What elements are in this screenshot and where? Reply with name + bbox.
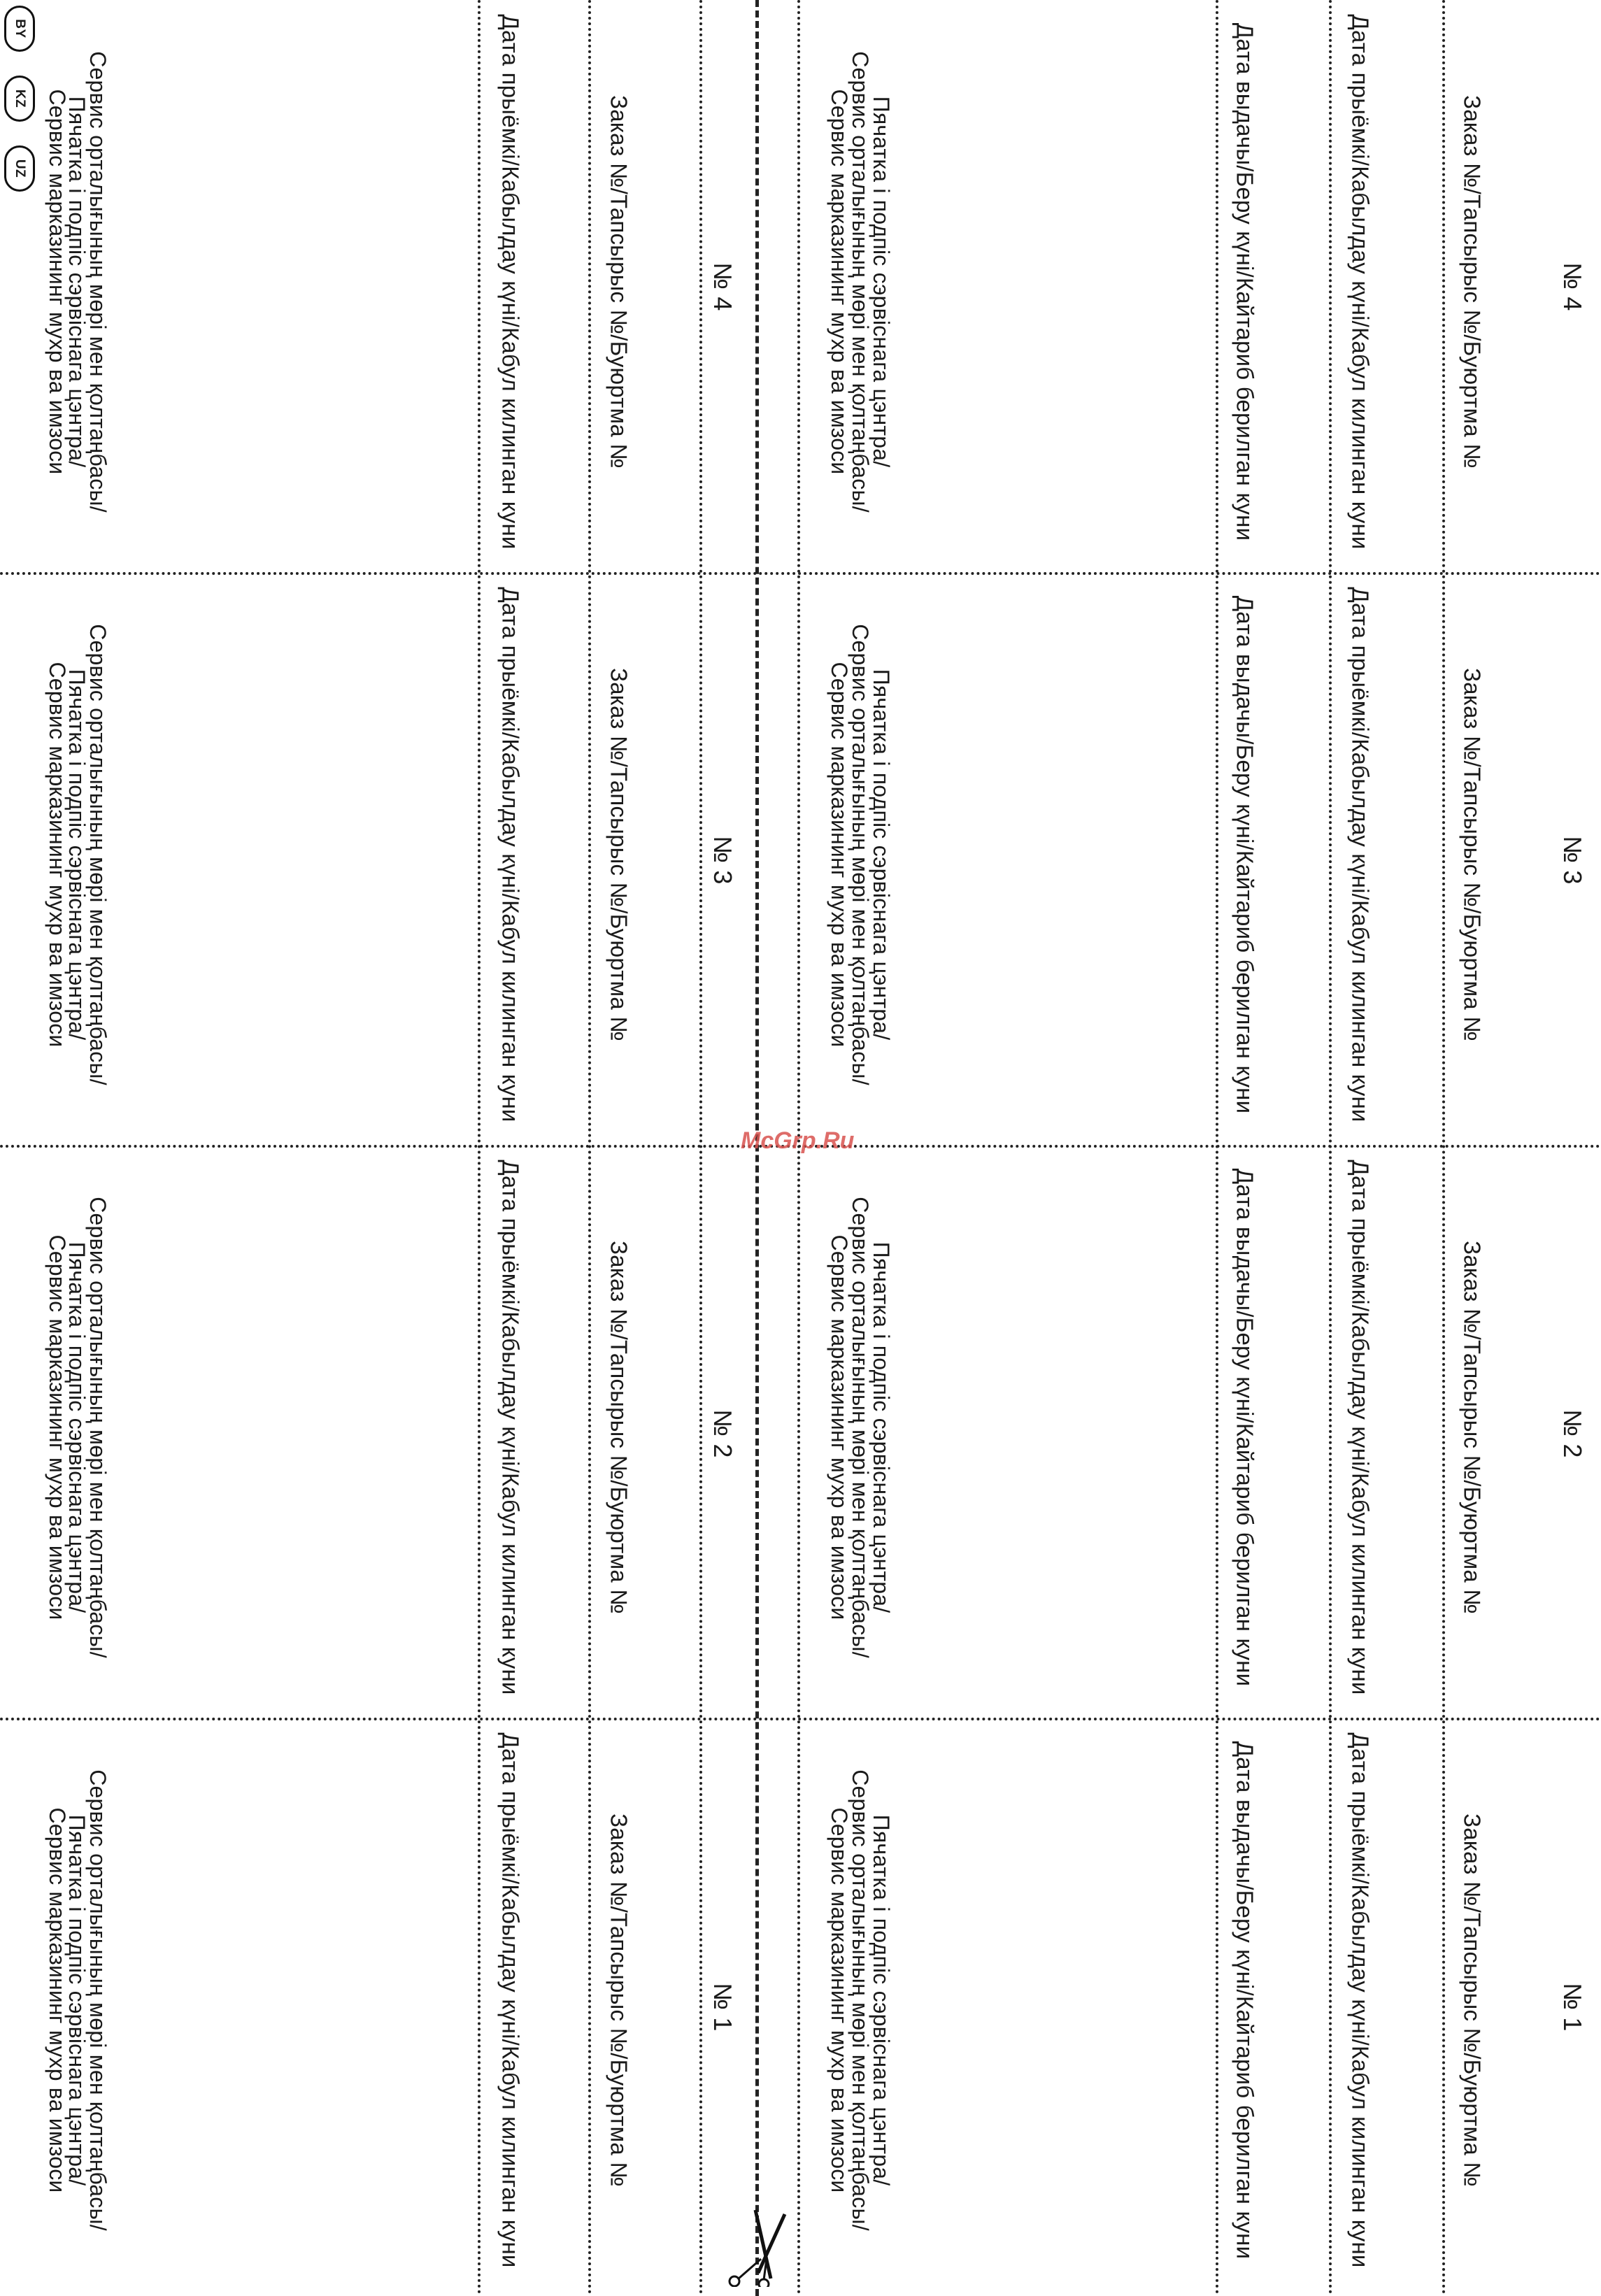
issue-date-label: Дата выдачы/Беру күні/Кайтариб берилган куни [1232, 22, 1258, 541]
stamp-line-3: Сервис марказининг мухр ва имзоси [827, 89, 852, 475]
issue-date-label: Дата выдачы/Беру күні/Кайтариб берилган куни [1232, 1741, 1258, 2260]
stamp-line-1: Пячатка і подпіс сэрвіснага цэнтра/ [869, 1814, 894, 2186]
stamp-line-3: Сервис марказининг мухр ва имзоси [45, 1807, 70, 2193]
stamp-line-3: Сервис марказининг мухр ва имзоси [45, 89, 70, 475]
coupon-number: № 3 [709, 836, 737, 885]
order-number-label: Заказ №/Тапсырыс №/Буюртма № [606, 1813, 632, 2187]
stamp-line-2: Сервис орталығының мөрі мен қолтаңбасы/ [85, 51, 111, 513]
order-number-label: Заказ №/Тапсырыс №/Буюртма № [606, 668, 632, 1041]
order-number-label: Заказ №/Тапсырыс №/Буюртма № [1459, 668, 1486, 1041]
stamp-line-2: Сервис орталығының мөрі мен қолтаңбасы/ [85, 1197, 111, 1658]
language-badges [0, 0, 42, 203]
stamp-line-2: Сервис орталығының мөрі мен қолтаңбасы/ [848, 1769, 873, 2231]
column-divider [1216, 0, 1218, 2296]
language-badge-by: BY [4, 6, 35, 52]
stamp-line-3: Сервис марказининг мухр ва имзоси [45, 662, 70, 1048]
stamp-line-2: Сервис орталығының мөрі мен қолтаңбасы/ [848, 51, 873, 513]
coupon-number: № 2 [709, 1409, 737, 1458]
accept-date-label: Дата прыёмкі/Кабылдау күні/Кабул килинган куни [1347, 1160, 1374, 1695]
coupon-number: № 4 [709, 262, 737, 311]
accept-date-label: Дата прыёмкі/Кабылдау күні/Кабул килинган куни [497, 587, 524, 1122]
order-number-label: Заказ №/Тапсырыс №/Буюртма № [1459, 95, 1486, 469]
stamp-line-2: Сервис орталығының мөрі мен қолтаңбасы/ [848, 1197, 873, 1658]
issue-date-label: Дата выдачы/Беру күні/Кайтариб берилган куни [1232, 1168, 1258, 1687]
stamp-line-3: Сервис марказининг мухр ва имзоси [827, 1234, 852, 1620]
column-divider [588, 0, 591, 2296]
order-number-label: Заказ №/Тапсырыс №/Буюртма № [1459, 1813, 1486, 2187]
stamp-line-1: Пячатка і подпіс сэрвіснага цэнтра/ [869, 96, 894, 468]
column-divider [699, 0, 702, 2296]
language-badge-uz: UZ [4, 145, 35, 192]
stamp-line-2: Сервис орталығының мөрі мен қолтаңбасы/ [848, 624, 873, 1085]
accept-date-label: Дата прыёмкі/Кабылдау күні/Кабул килинган куни [497, 14, 524, 550]
coupon-number: № 1 [709, 1983, 737, 2032]
stamp-line-1: Пячатка і подпіс сэрвіснага цэнтра/ [869, 669, 894, 1041]
accept-date-label: Дата прыёмкі/Кабылдау күні/Кабул килинган куни [1347, 587, 1374, 1122]
stamp-line-3: Сервис марказининг мухр ва имзоси [827, 1807, 852, 2193]
column-divider [1329, 0, 1332, 2296]
coupon-divider [0, 572, 1601, 575]
stamp-line-2: Сервис орталығының мөрі мен қолтаңбасы/ [85, 1769, 111, 2231]
stamp-line-1: Пячатка і подпіс сэрвіснага цэнтра/ [64, 1814, 90, 2186]
issue-date-label: Дата выдачы/Беру күні/Кайтариб берилган куни [1232, 595, 1258, 1114]
stamp-line-1: Пячатка і подпіс сэрвіснага цэнтра/ [869, 1241, 894, 1613]
watermark: McGrp.Ru [741, 1127, 855, 1154]
coupon-divider [0, 1718, 1601, 1720]
accept-date-label: Дата прыёмкі/Кабылдау күні/Кабул килинган куни [1347, 14, 1374, 550]
column-divider [478, 0, 481, 2296]
stamp-line-3: Сервис марказининг мухр ва имзоси [45, 1234, 70, 1620]
accept-date-label: Дата прыёмкі/Кабылдау күні/Кабул килинган куни [1347, 1732, 1374, 2268]
stamp-line-1: Пячатка і подпіс сэрвіснага цэнтра/ [64, 96, 90, 468]
order-number-label: Заказ №/Тапсырыс №/Буюртма № [606, 95, 632, 469]
language-badge-kz: KZ [4, 76, 35, 122]
order-number-label: Заказ №/Тапсырыс №/Буюртма № [606, 1241, 632, 1614]
coupon-number: № 2 [1558, 1409, 1587, 1458]
coupon-number: № 4 [1558, 262, 1587, 311]
accept-date-label: Дата прыёмкі/Кабылдау күні/Кабул килинган куни [497, 1160, 524, 1695]
order-number-label: Заказ №/Тапсырыс №/Буюртма № [1459, 1241, 1486, 1614]
stamp-line-1: Пячатка і подпіс сэрвіснага цэнтра/ [64, 669, 90, 1041]
coupon-number: № 3 [1558, 836, 1587, 885]
coupon-number: № 1 [1558, 1983, 1587, 2032]
accept-date-label: Дата прыёмкі/Кабылдау күні/Кабул килинган куни [497, 1732, 524, 2268]
stamp-line-2: Сервис орталығының мөрі мен қолтаңбасы/ [85, 624, 111, 1085]
column-divider [1442, 0, 1445, 2296]
stamp-line-1: Пячатка і подпіс сэрвіснага цэнтра/ [64, 1241, 90, 1613]
scissors-icon [720, 2203, 804, 2287]
stamp-line-3: Сервис марказининг мухр ва имзоси [827, 662, 852, 1048]
